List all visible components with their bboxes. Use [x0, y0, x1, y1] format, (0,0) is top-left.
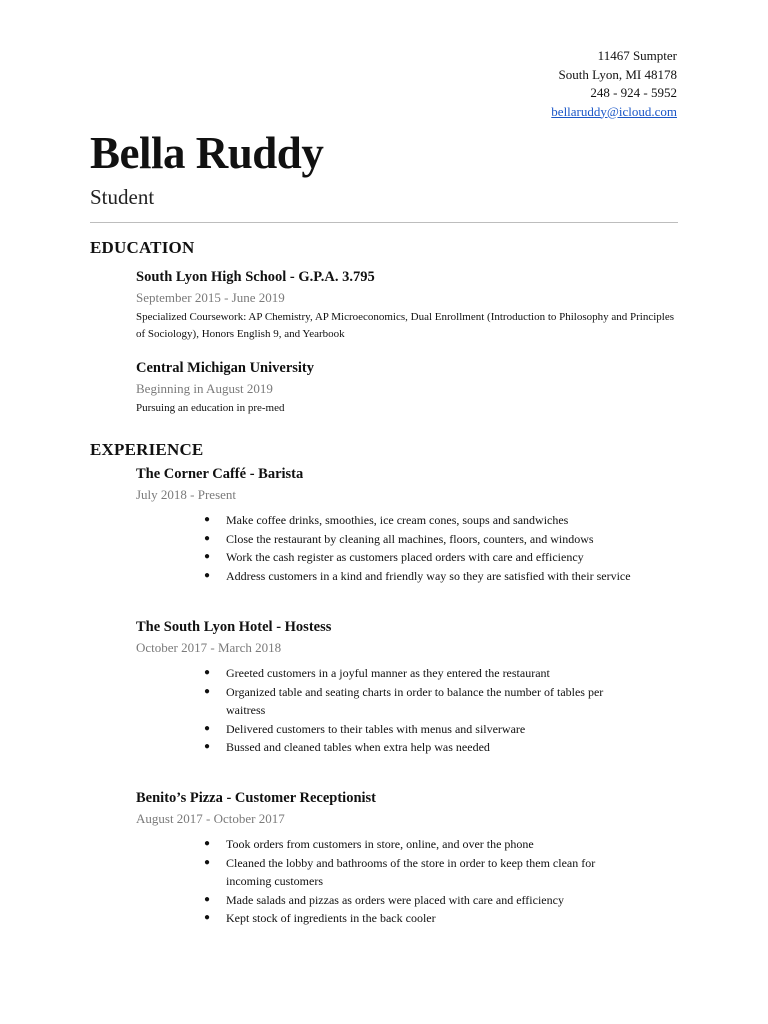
bullet-dot-icon: ●: [204, 856, 211, 868]
contact-street: 11467 Sumpter: [597, 48, 677, 63]
list-item: ● Took orders from customers in store, online, and over the phone: [204, 835, 634, 854]
candidate-subtitle: Student: [90, 185, 155, 209]
job-bullet-list: [204, 835, 634, 928]
bullet-dot-icon: ●: [204, 741, 211, 752]
bullet-dot-icon: ●: [204, 685, 211, 697]
education-entry-date: September 2015 - June 2019: [136, 290, 285, 305]
job-bullet-list: [204, 511, 664, 585]
bullet-dot-icon: ●: [204, 532, 211, 544]
list-item: ● Address customers in a kind and friendly way so they are satisfied with their service: [204, 567, 664, 586]
bullet-dot-icon: ●: [204, 722, 211, 734]
education-entry: [136, 358, 681, 417]
education-entry-title: Central Michigan University: [136, 360, 315, 376]
job-bullet-list: [204, 664, 634, 757]
job-date: July 2018 - Present: [136, 487, 237, 502]
experience-heading: EXPERIENCE: [90, 440, 204, 459]
list-item: ● Delivered customers to their tables with menus and silverware: [204, 720, 634, 739]
list-item: ● Bussed and cleaned tables when extra help was needed: [204, 738, 634, 757]
job-date: October 2017 - March 2018: [136, 640, 282, 655]
bullet-dot-icon: ●: [204, 912, 211, 923]
education-entry-desc: Pursuing an education in pre-med: [136, 402, 285, 414]
education-entry: [136, 267, 681, 342]
bullet-dot-icon: ●: [204, 569, 211, 581]
candidate-name: Bella Ruddy: [90, 128, 324, 178]
list-item: ● Close the restaurant by cleaning all machines, floors, counters, and windows: [204, 530, 664, 549]
list-item: ● Cleaned the lobby and bathrooms of the store in order to keep them clean for incoming customers: [204, 855, 596, 888]
contact-email-link[interactable]: bellaruddy@icloud.com: [551, 103, 677, 119]
education-heading: EDUCATION: [90, 238, 195, 257]
bullet-dot-icon: ●: [204, 838, 211, 849]
bullet-dot-icon: ●: [204, 667, 211, 678]
contact-block: [551, 47, 677, 121]
education-entry-date: Beginning in August 2019: [136, 381, 273, 396]
contact-phone: 248 - 924 - 5952: [590, 85, 677, 100]
experience-entry: [136, 617, 681, 658]
education-entry-title: South Lyon High School - G.P.A. 3.795: [136, 269, 375, 285]
job-title: The Corner Caffé - Barista: [136, 466, 304, 482]
job-date: August 2017 - October 2017: [136, 811, 285, 826]
list-item: ● Work the cash register as customers placed orders with care and efficiency: [204, 548, 664, 567]
list-item: ● Greeted customers in a joyful manner as they entered the restaurant: [204, 664, 634, 683]
list-item: ● Organized table and seating charts in order to balance the number of tables per waitress: [204, 684, 604, 717]
experience-entry: [136, 464, 681, 505]
list-item: ● Kept stock of ingredients in the back cooler: [204, 909, 634, 928]
header-divider: [90, 222, 678, 223]
job-title: Benito’s Pizza - Customer Receptionist: [136, 790, 377, 806]
experience-entry: [136, 788, 681, 829]
bullet-dot-icon: ●: [204, 893, 211, 905]
contact-city: South Lyon, MI 48178: [558, 66, 677, 82]
list-item: ● Made salads and pizzas as orders were placed with care and efficiency: [204, 891, 634, 910]
bullet-dot-icon: ●: [204, 551, 211, 562]
bullet-dot-icon: ●: [204, 514, 211, 525]
list-item: ● Make coffee drinks, smoothies, ice cream cones, soups and sandwiches: [204, 511, 664, 530]
job-title: The South Lyon Hotel - Hostess: [136, 619, 332, 635]
education-entry-desc: Specialized Coursework: AP Chemistry, AP Microeconomics, Dual Enrollment (Introduction to Philosophy and Principles of Sociology), Honors English 9, and Yearbook: [136, 311, 675, 340]
